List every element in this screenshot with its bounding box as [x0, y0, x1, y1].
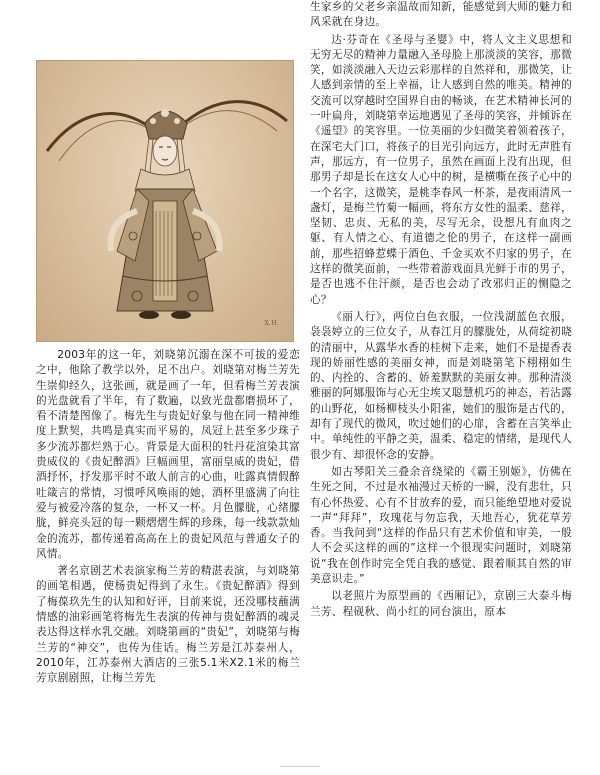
photo-signature: X.H. — [264, 319, 279, 327]
opera-costume-photo — [36, 60, 294, 342]
right-column — [310, 0, 572, 620]
paragraph: 著名京剧艺术表演家梅兰芳的精湛表演，与刘晓第的画笔相遇，使杨贵妃得到了永生。《贵妃醉酒》得到了梅葆玖先生的认知和好评，目前来说，还没哪枝蘸满情感的油彩画笔将梅先生表演的传神与贵妃醉酒的魂灵表达得这样水乳交融。刘晓第画的“贵妃”，刘晓第与梅兰芳的“神交”，也传为佳话。梅兰芳是江苏泰州人，2010年，江苏泰州大酒店的三张5.1米X2.1米的梅兰芳京剧剧照，让梅兰芳先 — [36, 565, 300, 685]
opera-figure-illustration — [37, 61, 293, 341]
paragraph-continuation: 生家乡的父老乡亲温故而知新，能感觉到大师的魅力和风采就在身边。 — [310, 1, 572, 29]
left-column — [36, 0, 300, 687]
paragraph: 达·芬奇在《圣母与圣婴》中，将人文主义思想和无穷无尽的精神力量融入圣母脸上那淡淡的笑容，那微笑，如淡淡融入天边云彩那样的自然祥和，那微笑，让人感到亲情的至上幸福，让人感到自然的唯美。精神的交流可以穿越时空国界自由的畅谈，在艺术精神长河的一叶扁舟，刘晓第幸运地遇见了圣母的笑容，并倾诉在《遥望》的笑容里。一位美丽的少妇微笑着领着孩子，在深宅大门口，将孩子的目光引向远方，此时无声胜有声，那远方，有一位男子，虽然在画面上没有出现，但那男子却是长在这女人心中的树，是横嘶在孩子心中的一个名字，这微笑，是桃李春风一杯茶，是夜雨清风一盏灯，是梅兰竹菊一幅画，将东方女性的温柔、慈祥，坚韧、忠贞、无私的美，尽写无余，设想凡有血肉之躯、有人情之心、有道德之伦的男子，在这样一副画前，那些招蜂惹蝶于酒色、千金买欢不归家的男子，在这样的微笑面前，一些带着游戏面具光鲜于市的男子，是否也逃不住汗颜，是否也会动了改邪归正的恻隐之心？ — [310, 33, 572, 306]
paragraph: 《丽人行》，两位白色衣服，一位浅湖蓝色衣服，袅袅婷立的三位女子，从春江月的朦胧处，从荷绽初晓的清丽中，从露华水香的桂树下走来，她们不是提香表现的娇丽性感的美丽女神，而是刘晓第笔下栩栩如生的、内拴的、含蓄的、娇羞默默的美丽女神。那种清淡雅丽的阿娜服饰与心无尘埃又聪慧机巧的神态，若沾露的山野花，如杨柳枝头小阳雀，她们的服饰是古代的，却有了现代的微风，吹过她们的心扉，含蓄在言笑举止中。单纯性的平静之美，温柔、稳定的情绪，是现代人很少有、却很怀念的安静。 — [310, 310, 572, 461]
paragraph: 2003年的这一年，刘晓第沉溺在深不可拔的爱恋之中，他除了教学以外，足不出户。刘晓第对梅兰芳先生崇仰经久，这张画，就是画了一年，但看梅兰芳表演的光盘就看了半年，有了数遍，以致光盘都磨损坏了，看不清楚图像了。梅先生与贵妃好象与他在同一精神维度上默契，共鸣是真实而平易的，凤冠上甚至多少珠子多少流苏都烂熟于心。背景是大面积的牡丹花渲染其富贵威仪的《贵妃醉酒》巨幅画里，富丽皇威的贵妃，借酒抒怀，抒发那平时不敢人前言的心曲，吐露真情假醉吐箴言的常情，习惯呼风唤雨的她，酒杯里盛满了向往爱与被爱冷落的复杂，一杯又一杯。月色朦胧，心绪朦胧，鲜亮头冠的每一颗熠熠生辉的珍珠，每一线款款灿金的流苏，都传递着高高在上的贵妃风范与普通女子的风情。 — [36, 349, 300, 560]
page-footer-rule — [280, 766, 320, 773]
paragraph: 以老照片为原型画的《西厢记》，京剧三大泰斗梅兰芳、程砚秋、尚小红的同台演出，原本 — [310, 590, 572, 618]
paragraph: 如古琴阳关三叠余音绕梁的《霸王别姬》，仿佛在生死之间，不过是水袖漫过天桥的一瞬，没有悲壮，只有心怀热爱、心有不甘放弃的爱，而只能绝望地对爱说一声“拜拜”，玫瑰花与勿忘我，天地吾心，犹花草芳香。当我问到“这样的作品只有艺术价值和审美，一般人不会买这样的画的”这样一个很现实问题时，刘晓第说“我在创作时完全凭自我的感觉、跟着顺其自然的审美意识走。” — [310, 465, 572, 585]
left-column-text — [36, 348, 300, 687]
